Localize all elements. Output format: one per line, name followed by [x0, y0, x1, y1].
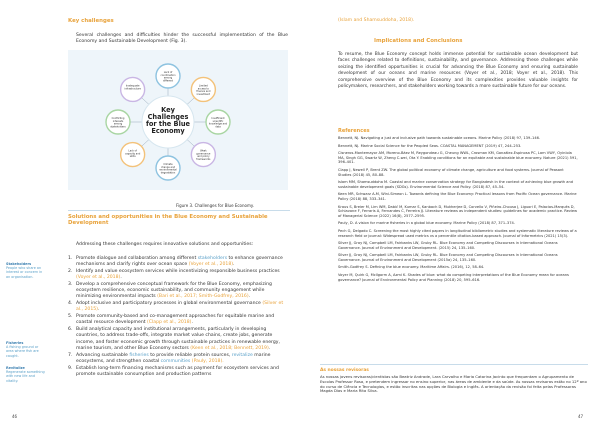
diagram-node-label: Insufficient scientific knowledge and data	[208, 117, 228, 129]
list-item-text: Establish long-term financing mechanisms such as payment for ecosystem services and promote sustainable consumption and production patterns	[76, 365, 279, 377]
glossary-term: fisheries	[129, 352, 149, 358]
list-item-text: Build analytical capacity and institutional arrangements, particularly in developing countries, to address trade-offs, integrate market value chains, create jobs, generate income, and foster economic growth through sustainable practices in renewable energy, marine tourism, and other Blue Economy sectors	[76, 327, 280, 351]
list-item-text: marine ecosystems, and strengthen coastal	[76, 352, 271, 364]
citation: (Voyer et al., 2018)	[188, 262, 234, 268]
reference-item: Bennett, NJ. Marine Social Science for the Peopled Seas. COASTAL MANAGEMENT (2019) 47, 244–253.	[338, 143, 522, 148]
margin-note-term: Fisheries	[6, 341, 24, 345]
list-item-text: Develop a comprehensive conceptual framework for the Blue Economy, emphasizing ecosystem resilience, economic sustainability, and community engagement while minimizing environmental impacts	[76, 282, 272, 300]
diagram-center-label: Key Challenges for the Blue Economy	[145, 106, 191, 135]
list-item-text: to enhance governance mechanisms and clarify rights over ocean space	[76, 256, 283, 268]
citation: (Clapp et al., 2018)	[147, 320, 192, 326]
implications-title: Implications and Conclusions	[374, 38, 463, 44]
reference-item: Pech G, Delgado C. Screening the most highly cited papers in longitudinal bibliometric studies and systematic literature reviews of a research field or journal: Widespread used metrics vs a percentile citation-based approach. Journal of Informetrics (2021) 15(3).	[338, 228, 577, 238]
list-item-punct: .	[268, 345, 271, 351]
list-item-number: 3.	[68, 282, 73, 287]
list-item	[68, 327, 290, 352]
glossary-term: communities	[160, 358, 191, 364]
list-item-text: Adopt inclusive and participatory processes in global environmental governance	[76, 301, 263, 307]
list-item-number: 2.	[68, 269, 73, 274]
list-item	[68, 353, 290, 365]
citation: (Keen et al., 2018; Bennett, 2019)	[190, 345, 269, 351]
implications-text: To resume, the Blue Economy concept holds immense potential for sustainable ocean development but faces challenges related to definitions, sustainability, and governance. Addressing these challenges while seizing the identified opportunities is crucial for advancing the Blue Economy and ensuring sustainable development of our oceans and marine resources (Voyer et al., 2018; Voyer et al., 2018). This comprehensive overview of the Blue Economy and its complexities provides valuable insights for policymakers, researchers, and stakeholders working towards a more sustainable future for our oceans.	[338, 52, 578, 90]
solutions-intro: Addressing these challenges requires innovative solutions and opportunities:	[76, 242, 254, 247]
list-item	[68, 366, 290, 378]
margin-note-term: Stakeholders	[6, 262, 32, 266]
authors-text: As nossas jovens revisoras/cientistas são Beatriz Andrade, Lara Carvalho e Maria Catarina Jacinto que frequentam o Agrupamento de Escolas Professor Rosa, e pretendem ingressar no ensino superior, nas áreas de ambiente e da saúde. As nossas revisoras estão no 12º ano do curso de Ciência e Tecnologias, e estão inscritas nas opções de Biologia e Inglês. A orientação da revisão foi feita pelas Professoras Magda Dias e Maria Rita Silva.	[320, 374, 587, 394]
reference-item: Silver JJ, Gray NJ, Campbell LM, Fairbanks LW, Gruby RL. Blue Economy and Competing Discourses in International Oceans Governance. Journal of Environment and Development (2015a) 24, 135–160.	[338, 253, 558, 262]
solutions-title: Solutions and opportunities in the Blue Economy and Sustainable Development	[68, 214, 268, 227]
citation: (Silver et al., 2015)	[76, 301, 284, 313]
reference-item: Islam MM, Shamsuddoha M. Coastal and marine conservation strategy for Bangladesh in the context of achieving blue growth and sustainable development goals (SDGs). Environmental Science and Policy. (2018) 87, 45–54.	[338, 180, 574, 189]
top-citation: (Islam and Shamsuddoha, 2018).	[338, 18, 415, 23]
margin-note-definition: People who share an interest or concern in an organisation.	[6, 266, 43, 279]
list-item-number: 5.	[68, 314, 73, 320]
reference-item: Smith-Godfrey S. Defining the blue economy. Maritime Affairs. (2016), 12, 58–64.	[338, 265, 485, 270]
diagram-node-label: Climate change and environmental degradation	[159, 163, 177, 175]
list-item-punct: .	[97, 307, 100, 313]
diagram-node-label: Lack of capacity and skills	[124, 149, 141, 159]
diagram-node-label: Conflicting interests among stakeholders	[110, 117, 126, 129]
page-number-left: 46	[12, 414, 18, 419]
glossary-term: revitalize	[231, 352, 253, 358]
list-item-punct: .	[233, 262, 235, 268]
references-list	[338, 136, 578, 285]
citation: (Voyer et al., 2018)	[76, 275, 121, 281]
reference-item: Silver JJ, Gray NJ, Campbell LM, Fairbanks LW, Gruby RL. Blue Economy and Competing Discourses in International Oceans Governance. Journal of Environment and Development. (2015) 24, 135–160.	[338, 241, 558, 250]
reference-item: Pauly, D. A vision for marine fisheries in a global blue economy. Marine Policy (2018) 87, 371–374.	[338, 221, 515, 226]
key-challenges-title: Key challenges	[68, 18, 114, 24]
figure-caption: Figure 3. Challenges for Blue Economy.	[176, 203, 254, 208]
list-item-punct: .	[120, 275, 122, 281]
list-item-number: 7.	[68, 352, 73, 358]
margin-note-definition: Regenerate something with new life and vitality.	[6, 370, 45, 383]
page-number-right: 47	[578, 414, 584, 419]
reference-item: Voyer M, Quirk G, McIlgorm A, Azmi K. Shades of blue: what do competing interpretations of the Blue Economy mean for oceans governance? Journal of Environmental Policy and Planning (2018) 20, 595–616.	[338, 273, 569, 282]
margin-note-definition: A fishing ground or area where fish are caught.	[6, 345, 39, 358]
list-item-punct: .	[248, 294, 251, 300]
margin-note-stakeholders	[6, 262, 46, 279]
reference-item: Bennett, NJ. Navigating a just and inclusive path towards sustainable oceans. Marine Policy (2018) 97, 139–146.	[338, 136, 541, 140]
section-divider	[68, 210, 290, 211]
list-item-number: 6.	[68, 327, 73, 333]
margin-note-revitalize	[6, 366, 46, 383]
reference-item: Keen MR, Schwarz A-M, Wini-Simeon L. Towards defining the Blue Economy: Practical lessons from Pacific Ocean governance. Marine Policy (2018) 88, 333–341.	[338, 192, 577, 201]
list-item-text: Identify and value ecosystem services while incentivizing responsible business practices	[76, 269, 280, 274]
solutions-list	[68, 256, 290, 379]
list-item	[68, 269, 290, 281]
list-item	[68, 314, 290, 326]
list-item-text: Promote dialogue and collaboration among different	[76, 256, 198, 261]
diagram-node-label: Limited access to finance and investment	[196, 84, 211, 96]
list-item-number: 1.	[68, 256, 73, 261]
citation: (Pauly, 2018).	[190, 358, 224, 364]
references-title: References	[338, 128, 370, 134]
reference-item: Kraus S, Breier M, Lim WM, Dabić M, Kumar S, Kanbach D, Mukherjee D, Corvello V, Piñeiro-Chousa J, Liguori E, Palacios-Marqués D, Schiavone F, Ferraris A, Fernandes C, Ferreira JJ. Literature reviews as independent studies: guidelines for academic practice. Review of Managerial Science (2022) 16(8), 2577–2595.	[338, 204, 578, 218]
challenges-diagram-svg	[68, 50, 288, 190]
key-challenges-intro: Several challenges and difficulties hinder the successful implementation of the Blue Economy and Sustainable Development (Fig. 3).	[76, 33, 288, 45]
margin-note-term: Revitalize	[6, 366, 25, 370]
list-item-text: to provide reliable protein sources,	[148, 352, 232, 358]
authors-title: As nossas revisoras	[320, 368, 369, 373]
list-item-number: 4.	[68, 301, 73, 307]
challenges-diagram	[68, 50, 288, 190]
authors-divider	[320, 364, 588, 365]
list-item-number: 9.	[68, 365, 73, 371]
margin-note-fisheries	[6, 341, 46, 358]
glossary-term: stakeholders	[197, 256, 228, 261]
list-item	[68, 301, 290, 313]
diagram-node-label: Lack of coordination among different	[160, 71, 176, 83]
list-item	[68, 282, 290, 301]
list-item-text: Promote community-based and co-management approaches for equitable marine and coastal resource development	[76, 314, 275, 326]
reference-item: Clapp J, Newell P, Brent ZW. The global political economy of climate change, agriculture and food systems. Journal of Peasant Studies (2018) 45, 80–88.	[338, 167, 564, 177]
list-item	[68, 256, 290, 268]
diagram-node-label: Inadequate infrastructure	[124, 84, 141, 91]
diagram-node-label: Weak governance and policy frameworks	[196, 149, 211, 161]
citation: (Bari et al., 2017; Smith-Godfrey, 2016)	[157, 294, 249, 300]
reference-item: Cisneros-Montemayor AM, Moreno-Báez M, Reygondeau G, Cheung WWL, Crosman KM, González-Espinosa PC, Lam VWY, Oyinlola MA, Singh GG, Swartz W, Zheng C-wei, Ota Y. Enabling conditions for an equitable and sustainable blue economy. Nature (2021) 591, 396–401.	[338, 151, 578, 165]
list-item-punct: .	[191, 320, 193, 326]
list-item-text: Advancing sustainable	[76, 352, 130, 358]
